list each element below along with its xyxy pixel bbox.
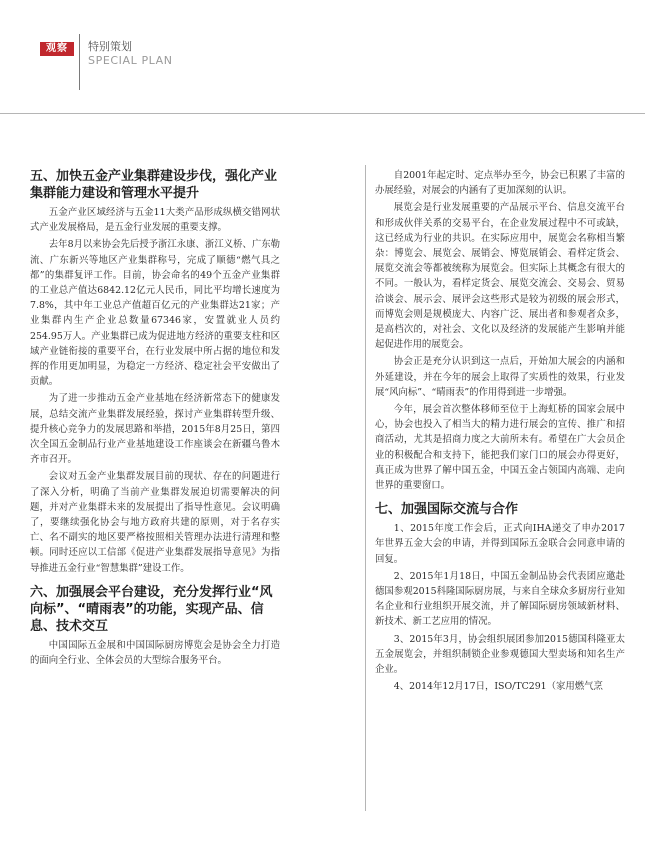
paragraph: 今年，展会首次整体移师至位于上海虹桥的国家会展中心，协会也投入了相当大的精力进行展会的宣传、推广和招商活动，尤其是招商力度之大前所未有。希望在广大会员企业的积极配合和支持下，能把我们家门口的展会办得更好，真正成为世界了解中国五金，中国五金占领国内高端、走向世界的重要窗口。 bbox=[375, 404, 625, 492]
paragraph: 中国国际五金展和中国国际厨房博览会是协会全力打造的面向全行业、全体会员的大型综合服务平台。 bbox=[30, 639, 280, 667]
paragraph: 自2001年起定时、定点举办至今，协会已积累了丰富的办展经验，对展会的内涵有了更加深刻的认识。 bbox=[375, 170, 625, 197]
paragraph: 2、2015年1月18日，中国五金制品协会代表团应邀赴德国参观2015科隆国际厨房展，与来自全球众多厨房行业知名企业和行业组织开展交流，并了解国际厨房领域新材料、新技术、新工艺应用的情况。 bbox=[375, 570, 625, 628]
paragraph: 会议对五金产业集群发展目前的现状、存在的问题进行了深入分析，明确了当前产业集群发展迫切需要解决的问题，并对产业集群未来的发展提出了指导性意见。会议明确了，要继续强化协会与地方政府共建的原则，对于名存实亡、名不副实的地区要严格按照相关管理办法进行清理和整顿。同时还应以工信部《促进产业集群发展指导意见》为指导推进五金行业“智慧集群”建设工作。 bbox=[30, 471, 280, 574]
left-column bbox=[30, 168, 280, 670]
section-title-cn: 特别策划 bbox=[88, 40, 132, 53]
header-divider bbox=[79, 34, 80, 90]
paragraph: 为了进一步推动五金产业基地在经济新常态下的健康发展，总结交流产业集群发展经验，探讨产业集群转型升级、提升核心竞争力的发展思路和举措，2015年8月25日，第四次全国五金制品行业产业基地建设工作座谈会在新疆乌鲁木齐市召开。 bbox=[30, 393, 280, 466]
paragraph: 4、2014年12月17日，ISO/TC291（家用燃气烹 bbox=[393, 681, 603, 693]
section-title-en: SPECIAL PLAN bbox=[88, 54, 173, 67]
heading-section-5: 五、加快五金产业集群建设步伐，强化产业集群能力建设和管理水平提升 bbox=[30, 169, 278, 201]
column-tag: 观察 bbox=[40, 42, 74, 56]
column-divider bbox=[365, 165, 366, 811]
paragraph: 五金产业区域经济与五金11大类产品形成纵横交错网状式产业发展格局，是五金行业发展的重要支撑。 bbox=[30, 207, 280, 234]
paragraph: 协会正是充分认识到这一点后，开始加大展会的内涵和外延建设，并在今年的展会上取得了实质性的效果，行业发展“风向标”、“晴雨表”的作用得到进一步增强。 bbox=[375, 356, 625, 398]
heading-section-6: 六、加强展会平台建设，充分发挥行业“风向标”、“晴雨表”的功能，实现产品、信息、技术交互 bbox=[30, 584, 273, 634]
page-header bbox=[0, 0, 645, 120]
header-rule bbox=[0, 113, 645, 114]
paragraph: 去年8月以来协会先后授予浙江永康、浙江义桥、广东勒流、广东新兴等地区产业集群称号，完成了顺德“燃气具之都”的集群复评工作。目前，协会命名的49个五金产业集群的工业总产值达6842.12亿元人民币，同比平均增长速度为7.8%，其中年工业总产值超百亿元的产业集群达21家；产业集群内生产企业总数量67346家，安置就业人员约254.95万人。产业集群已成为促进地方经济的重要支柱和区域产业链衔接的重要平台，在行业发展中所占据的地位和发挥的作用更加明显，为稳定一方经济、稳定社会平安做出了贡献。 bbox=[30, 239, 280, 388]
paragraph: 1、2015年度工作会后，正式向IHA递交了申办2017年世界五金大会的申请，并得到国际五金联合会同意申请的回复。 bbox=[375, 523, 625, 565]
paragraph: 3、2015年3月，协会组织展团参加2015德国科隆亚太五金展览会，并组织制锁企业参观德国大型卖场和知名生产企业。 bbox=[375, 633, 625, 676]
paragraph: 展览会是行业发展重要的产品展示平台、信息交流平台和形成伙伴关系的交易平台，在企业发展过程中不可或缺，这已经成为行业的共识。在实际应用中，展览会名称相当繁杂：博览会、展览会、展销会、博览展销会、看样定货会、展览交流会等都被统称为展览会。但实际上其概念有很大的不同。一般认为，看样定货会、展览交流会、交易会、贸易洽谈会、展示会、展评会这些形式是较为初级的展会形式，而博览会则是规模庞大、内容广泛、展出者和参观者众多，是高档次的，对社会、文化以及经济的发展能产生影响并能起促进作用的展览会。 bbox=[375, 202, 625, 351]
right-column bbox=[375, 168, 625, 697]
heading-section-7: 七、加强国际交流与合作 bbox=[375, 502, 519, 518]
